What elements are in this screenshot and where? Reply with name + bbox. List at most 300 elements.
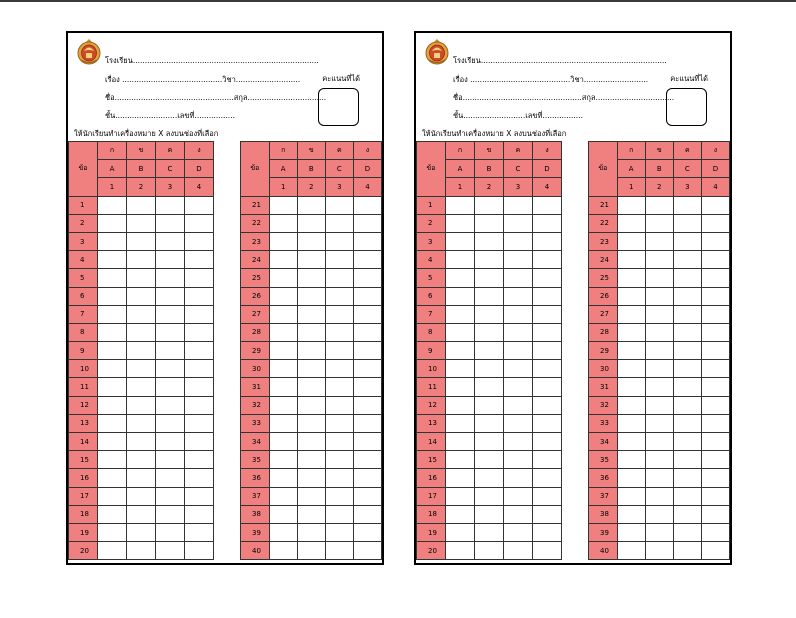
answer-cell[interactable] (127, 433, 156, 451)
answer-cell[interactable] (504, 323, 533, 341)
answer-cell[interactable] (504, 196, 533, 214)
answer-cell[interactable] (645, 396, 673, 414)
answer-cell[interactable] (269, 378, 297, 396)
answer-cell[interactable] (504, 378, 533, 396)
answer-cell[interactable] (353, 287, 381, 305)
score-box[interactable] (666, 88, 707, 126)
answer-cell[interactable] (297, 487, 325, 505)
answer-cell[interactable] (297, 396, 325, 414)
answer-cell[interactable] (533, 269, 562, 287)
answer-cell[interactable] (297, 251, 325, 269)
answer-cell[interactable] (353, 323, 381, 341)
answer-cell[interactable] (673, 487, 701, 505)
answer-cell[interactable] (701, 523, 729, 541)
answer-cell[interactable] (701, 433, 729, 451)
answer-cell[interactable] (446, 342, 475, 360)
answer-cell[interactable] (533, 542, 562, 560)
answer-cell[interactable] (353, 251, 381, 269)
answer-cell[interactable] (325, 396, 353, 414)
answer-cell[interactable] (673, 542, 701, 560)
answer-cell[interactable] (325, 523, 353, 541)
answer-cell[interactable] (533, 287, 562, 305)
answer-cell[interactable] (185, 378, 214, 396)
answer-cell[interactable] (504, 396, 533, 414)
answer-cell[interactable] (446, 214, 475, 232)
answer-cell[interactable] (446, 469, 475, 487)
answer-cell[interactable] (297, 232, 325, 250)
answer-cell[interactable] (269, 232, 297, 250)
answer-cell[interactable] (185, 342, 214, 360)
answer-cell[interactable] (617, 269, 645, 287)
answer-cell[interactable] (297, 269, 325, 287)
answer-cell[interactable] (269, 196, 297, 214)
answer-cell[interactable] (185, 196, 214, 214)
answer-cell[interactable] (617, 360, 645, 378)
answer-cell[interactable] (673, 251, 701, 269)
answer-cell[interactable] (533, 378, 562, 396)
answer-cell[interactable] (353, 232, 381, 250)
answer-cell[interactable] (533, 323, 562, 341)
answer-cell[interactable] (98, 542, 127, 560)
answer-cell[interactable] (617, 542, 645, 560)
answer-cell[interactable] (325, 378, 353, 396)
answer-cell[interactable] (504, 433, 533, 451)
answer-cell[interactable] (673, 323, 701, 341)
answer-cell[interactable] (353, 342, 381, 360)
answer-cell[interactable] (269, 214, 297, 232)
answer-cell[interactable] (701, 469, 729, 487)
answer-cell[interactable] (269, 287, 297, 305)
answer-cell[interactable] (98, 523, 127, 541)
answer-cell[interactable] (98, 287, 127, 305)
answer-cell[interactable] (673, 269, 701, 287)
answer-cell[interactable] (297, 305, 325, 323)
answer-cell[interactable] (156, 269, 185, 287)
answer-cell[interactable] (269, 523, 297, 541)
answer-cell[interactable] (325, 451, 353, 469)
answer-cell[interactable] (156, 251, 185, 269)
answer-cell[interactable] (185, 451, 214, 469)
answer-cell[interactable] (504, 487, 533, 505)
answer-cell[interactable] (475, 232, 504, 250)
answer-cell[interactable] (156, 505, 185, 523)
answer-cell[interactable] (617, 505, 645, 523)
answer-cell[interactable] (617, 214, 645, 232)
answer-cell[interactable] (353, 469, 381, 487)
answer-cell[interactable] (156, 305, 185, 323)
answer-cell[interactable] (269, 360, 297, 378)
answer-cell[interactable] (475, 414, 504, 432)
answer-cell[interactable] (156, 523, 185, 541)
answer-cell[interactable] (127, 196, 156, 214)
answer-cell[interactable] (701, 360, 729, 378)
answer-cell[interactable] (533, 305, 562, 323)
answer-cell[interactable] (156, 232, 185, 250)
answer-cell[interactable] (127, 414, 156, 432)
answer-cell[interactable] (504, 305, 533, 323)
answer-cell[interactable] (185, 323, 214, 341)
answer-cell[interactable] (325, 542, 353, 560)
answer-cell[interactable] (617, 396, 645, 414)
answer-cell[interactable] (533, 196, 562, 214)
answer-cell[interactable] (617, 323, 645, 341)
answer-cell[interactable] (504, 232, 533, 250)
answer-cell[interactable] (353, 451, 381, 469)
answer-cell[interactable] (475, 287, 504, 305)
answer-cell[interactable] (617, 342, 645, 360)
answer-cell[interactable] (446, 378, 475, 396)
answer-cell[interactable] (353, 196, 381, 214)
answer-cell[interactable] (185, 360, 214, 378)
answer-cell[interactable] (353, 269, 381, 287)
answer-cell[interactable] (504, 414, 533, 432)
answer-cell[interactable] (446, 396, 475, 414)
answer-cell[interactable] (185, 269, 214, 287)
answer-cell[interactable] (127, 269, 156, 287)
answer-cell[interactable] (297, 505, 325, 523)
answer-cell[interactable] (269, 414, 297, 432)
answer-cell[interactable] (297, 342, 325, 360)
answer-cell[interactable] (325, 505, 353, 523)
answer-cell[interactable] (297, 196, 325, 214)
answer-cell[interactable] (701, 214, 729, 232)
answer-cell[interactable] (645, 469, 673, 487)
answer-cell[interactable] (701, 542, 729, 560)
answer-cell[interactable] (533, 414, 562, 432)
answer-cell[interactable] (156, 214, 185, 232)
answer-cell[interactable] (127, 287, 156, 305)
answer-cell[interactable] (185, 414, 214, 432)
answer-cell[interactable] (297, 214, 325, 232)
answer-cell[interactable] (98, 269, 127, 287)
answer-cell[interactable] (446, 451, 475, 469)
answer-cell[interactable] (533, 214, 562, 232)
answer-cell[interactable] (701, 487, 729, 505)
answer-cell[interactable] (325, 269, 353, 287)
answer-cell[interactable] (325, 323, 353, 341)
answer-cell[interactable] (645, 378, 673, 396)
answer-cell[interactable] (504, 542, 533, 560)
answer-cell[interactable] (98, 378, 127, 396)
answer-cell[interactable] (617, 487, 645, 505)
answer-cell[interactable] (353, 414, 381, 432)
answer-cell[interactable] (533, 451, 562, 469)
answer-cell[interactable] (533, 505, 562, 523)
answer-cell[interactable] (446, 542, 475, 560)
answer-cell[interactable] (297, 523, 325, 541)
answer-cell[interactable] (127, 251, 156, 269)
answer-cell[interactable] (645, 342, 673, 360)
answer-cell[interactable] (673, 469, 701, 487)
answer-cell[interactable] (475, 378, 504, 396)
answer-cell[interactable] (297, 433, 325, 451)
answer-cell[interactable] (504, 251, 533, 269)
answer-cell[interactable] (98, 196, 127, 214)
answer-cell[interactable] (446, 487, 475, 505)
answer-cell[interactable] (701, 414, 729, 432)
answer-cell[interactable] (533, 469, 562, 487)
answer-cell[interactable] (673, 433, 701, 451)
answer-cell[interactable] (98, 323, 127, 341)
answer-cell[interactable] (701, 396, 729, 414)
answer-cell[interactable] (673, 360, 701, 378)
answer-cell[interactable] (185, 305, 214, 323)
answer-cell[interactable] (617, 378, 645, 396)
answer-cell[interactable] (475, 433, 504, 451)
answer-cell[interactable] (127, 396, 156, 414)
answer-cell[interactable] (185, 214, 214, 232)
answer-cell[interactable] (353, 433, 381, 451)
answer-cell[interactable] (446, 414, 475, 432)
answer-cell[interactable] (156, 196, 185, 214)
answer-cell[interactable] (269, 396, 297, 414)
answer-cell[interactable] (645, 487, 673, 505)
answer-cell[interactable] (673, 214, 701, 232)
answer-cell[interactable] (673, 342, 701, 360)
answer-cell[interactable] (269, 505, 297, 523)
answer-cell[interactable] (156, 451, 185, 469)
answer-cell[interactable] (446, 305, 475, 323)
answer-cell[interactable] (127, 451, 156, 469)
answer-cell[interactable] (475, 251, 504, 269)
answer-cell[interactable] (325, 287, 353, 305)
answer-cell[interactable] (701, 196, 729, 214)
answer-cell[interactable] (325, 232, 353, 250)
answer-cell[interactable] (353, 542, 381, 560)
answer-cell[interactable] (645, 251, 673, 269)
answer-cell[interactable] (98, 505, 127, 523)
answer-cell[interactable] (98, 396, 127, 414)
answer-cell[interactable] (673, 287, 701, 305)
answer-cell[interactable] (297, 414, 325, 432)
answer-cell[interactable] (98, 433, 127, 451)
answer-cell[interactable] (673, 378, 701, 396)
answer-cell[interactable] (475, 323, 504, 341)
answer-cell[interactable] (353, 396, 381, 414)
answer-cell[interactable] (645, 196, 673, 214)
answer-cell[interactable] (446, 196, 475, 214)
answer-cell[interactable] (127, 232, 156, 250)
answer-cell[interactable] (446, 269, 475, 287)
answer-cell[interactable] (98, 251, 127, 269)
answer-cell[interactable] (533, 360, 562, 378)
answer-cell[interactable] (127, 542, 156, 560)
answer-cell[interactable] (353, 505, 381, 523)
answer-cell[interactable] (353, 523, 381, 541)
answer-cell[interactable] (156, 433, 185, 451)
answer-cell[interactable] (325, 360, 353, 378)
answer-cell[interactable] (701, 323, 729, 341)
answer-cell[interactable] (645, 232, 673, 250)
answer-cell[interactable] (617, 251, 645, 269)
answer-cell[interactable] (475, 542, 504, 560)
answer-cell[interactable] (98, 214, 127, 232)
answer-cell[interactable] (533, 396, 562, 414)
answer-cell[interactable] (701, 287, 729, 305)
answer-cell[interactable] (297, 323, 325, 341)
answer-cell[interactable] (617, 523, 645, 541)
answer-cell[interactable] (475, 342, 504, 360)
answer-cell[interactable] (185, 469, 214, 487)
answer-cell[interactable] (325, 414, 353, 432)
answer-cell[interactable] (701, 505, 729, 523)
answer-cell[interactable] (156, 469, 185, 487)
answer-cell[interactable] (645, 505, 673, 523)
answer-cell[interactable] (98, 451, 127, 469)
answer-cell[interactable] (645, 269, 673, 287)
answer-cell[interactable] (475, 523, 504, 541)
answer-cell[interactable] (617, 414, 645, 432)
answer-cell[interactable] (475, 396, 504, 414)
answer-cell[interactable] (297, 378, 325, 396)
answer-cell[interactable] (325, 487, 353, 505)
answer-cell[interactable] (673, 232, 701, 250)
answer-cell[interactable] (446, 505, 475, 523)
answer-cell[interactable] (156, 542, 185, 560)
answer-cell[interactable] (617, 305, 645, 323)
answer-cell[interactable] (645, 214, 673, 232)
answer-cell[interactable] (127, 305, 156, 323)
answer-cell[interactable] (325, 469, 353, 487)
answer-cell[interactable] (185, 505, 214, 523)
answer-cell[interactable] (297, 469, 325, 487)
answer-cell[interactable] (269, 451, 297, 469)
answer-cell[interactable] (185, 396, 214, 414)
answer-cell[interactable] (673, 196, 701, 214)
answer-cell[interactable] (185, 232, 214, 250)
answer-cell[interactable] (98, 232, 127, 250)
answer-cell[interactable] (156, 378, 185, 396)
answer-cell[interactable] (325, 433, 353, 451)
answer-cell[interactable] (617, 469, 645, 487)
answer-cell[interactable] (127, 505, 156, 523)
answer-cell[interactable] (269, 269, 297, 287)
answer-cell[interactable] (475, 469, 504, 487)
answer-cell[interactable] (127, 469, 156, 487)
answer-cell[interactable] (617, 287, 645, 305)
answer-cell[interactable] (533, 487, 562, 505)
answer-cell[interactable] (353, 378, 381, 396)
answer-cell[interactable] (504, 287, 533, 305)
answer-cell[interactable] (533, 342, 562, 360)
answer-cell[interactable] (645, 287, 673, 305)
answer-cell[interactable] (297, 542, 325, 560)
answer-cell[interactable] (701, 232, 729, 250)
answer-cell[interactable] (446, 360, 475, 378)
answer-cell[interactable] (533, 232, 562, 250)
answer-cell[interactable] (185, 433, 214, 451)
answer-cell[interactable] (353, 305, 381, 323)
answer-cell[interactable] (98, 414, 127, 432)
answer-cell[interactable] (353, 214, 381, 232)
answer-cell[interactable] (269, 433, 297, 451)
answer-cell[interactable] (297, 287, 325, 305)
answer-cell[interactable] (504, 451, 533, 469)
answer-cell[interactable] (504, 469, 533, 487)
answer-cell[interactable] (127, 523, 156, 541)
answer-cell[interactable] (475, 269, 504, 287)
answer-cell[interactable] (185, 487, 214, 505)
answer-cell[interactable] (504, 505, 533, 523)
answer-cell[interactable] (98, 305, 127, 323)
answer-cell[interactable] (475, 214, 504, 232)
answer-cell[interactable] (645, 360, 673, 378)
answer-cell[interactable] (269, 305, 297, 323)
answer-cell[interactable] (673, 451, 701, 469)
answer-cell[interactable] (269, 323, 297, 341)
answer-cell[interactable] (325, 251, 353, 269)
answer-cell[interactable] (701, 451, 729, 469)
answer-cell[interactable] (504, 523, 533, 541)
answer-cell[interactable] (533, 251, 562, 269)
answer-cell[interactable] (701, 305, 729, 323)
answer-cell[interactable] (156, 323, 185, 341)
answer-cell[interactable] (645, 542, 673, 560)
answer-cell[interactable] (645, 305, 673, 323)
answer-cell[interactable] (446, 232, 475, 250)
answer-cell[interactable] (645, 414, 673, 432)
answer-cell[interactable] (98, 342, 127, 360)
answer-cell[interactable] (156, 487, 185, 505)
answer-cell[interactable] (325, 342, 353, 360)
answer-cell[interactable] (533, 433, 562, 451)
answer-cell[interactable] (185, 542, 214, 560)
answer-cell[interactable] (353, 487, 381, 505)
answer-cell[interactable] (269, 251, 297, 269)
answer-cell[interactable] (185, 287, 214, 305)
answer-cell[interactable] (269, 542, 297, 560)
answer-cell[interactable] (269, 469, 297, 487)
answer-cell[interactable] (446, 287, 475, 305)
answer-cell[interactable] (475, 451, 504, 469)
answer-cell[interactable] (127, 360, 156, 378)
answer-cell[interactable] (446, 251, 475, 269)
answer-cell[interactable] (127, 342, 156, 360)
answer-cell[interactable] (156, 342, 185, 360)
answer-cell[interactable] (475, 360, 504, 378)
answer-cell[interactable] (98, 469, 127, 487)
answer-cell[interactable] (325, 196, 353, 214)
answer-cell[interactable] (325, 305, 353, 323)
answer-cell[interactable] (504, 342, 533, 360)
answer-cell[interactable] (156, 414, 185, 432)
answer-cell[interactable] (701, 251, 729, 269)
answer-cell[interactable] (617, 232, 645, 250)
answer-cell[interactable] (701, 342, 729, 360)
answer-cell[interactable] (446, 523, 475, 541)
answer-cell[interactable] (269, 487, 297, 505)
answer-cell[interactable] (673, 305, 701, 323)
answer-cell[interactable] (475, 305, 504, 323)
answer-cell[interactable] (533, 523, 562, 541)
answer-cell[interactable] (504, 360, 533, 378)
answer-cell[interactable] (701, 378, 729, 396)
answer-cell[interactable] (98, 487, 127, 505)
answer-cell[interactable] (127, 323, 156, 341)
answer-cell[interactable] (269, 342, 297, 360)
answer-cell[interactable] (673, 523, 701, 541)
answer-cell[interactable] (185, 523, 214, 541)
answer-cell[interactable] (617, 451, 645, 469)
answer-cell[interactable] (645, 523, 673, 541)
answer-cell[interactable] (156, 287, 185, 305)
answer-cell[interactable] (504, 214, 533, 232)
answer-cell[interactable] (297, 360, 325, 378)
answer-cell[interactable] (645, 323, 673, 341)
answer-cell[interactable] (446, 323, 475, 341)
answer-cell[interactable] (353, 360, 381, 378)
answer-cell[interactable] (156, 396, 185, 414)
